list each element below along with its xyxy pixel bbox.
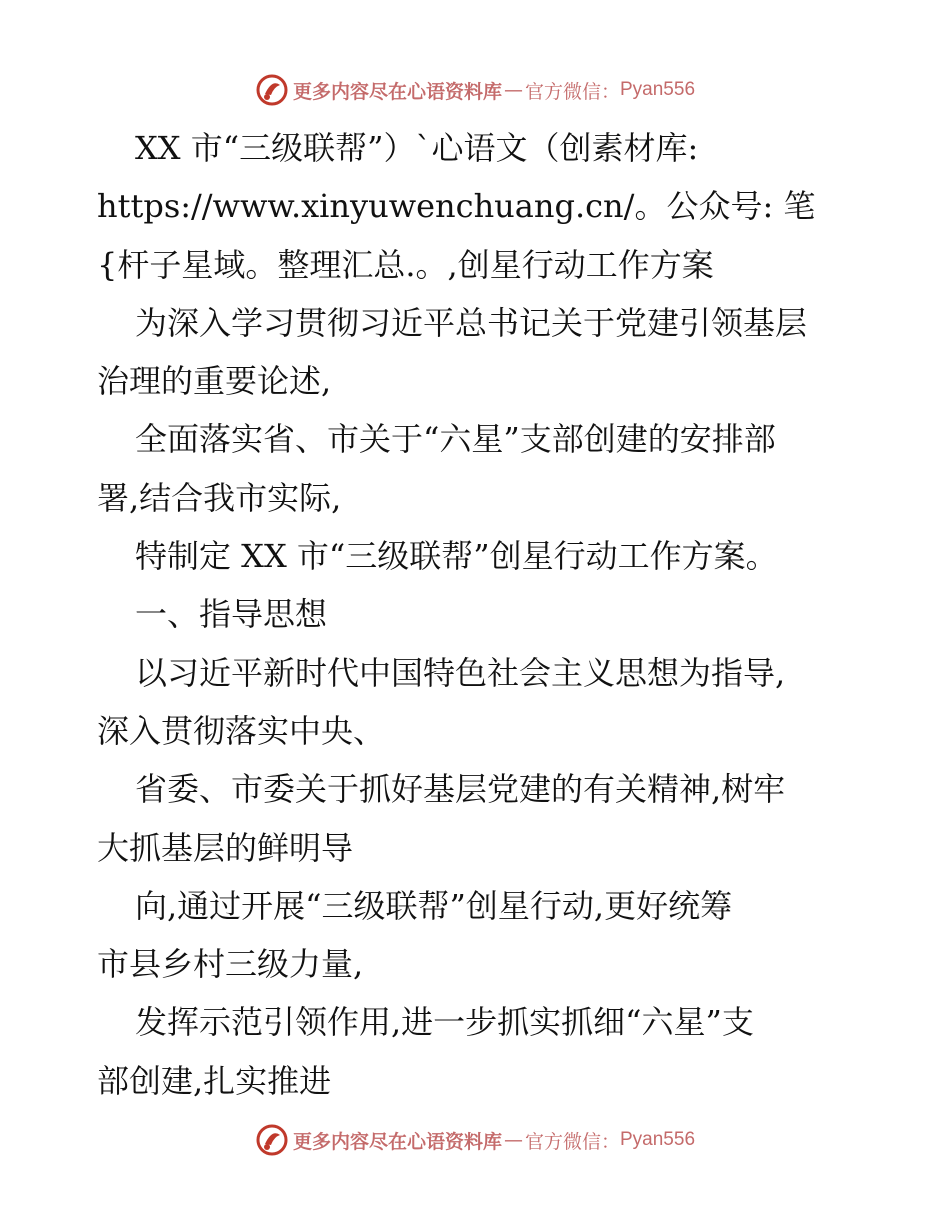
- document-line: 特制定 XX 市“三级联帮”创星行动工作方案。: [135, 537, 778, 576]
- document-body: [97, 119, 857, 1110]
- document-line: {杆子星域。整理汇总.。,创星行动工作方案: [97, 245, 714, 284]
- banner-slogan: 更多内容尽在心语资料库: [292, 1130, 502, 1153]
- seal-logo-icon: [255, 1123, 289, 1157]
- document-line: 发挥示范引领作用,进一步抓实抓细“六星”支: [135, 1003, 754, 1042]
- document-line: 以习近平新时代中国特色社会主义思想为指导,: [135, 653, 786, 692]
- footer-banner: [0, 1120, 950, 1160]
- seal-logo-icon: [255, 73, 289, 107]
- document-line: 省委、市委关于抓好基层党建的有关精神,树牢: [135, 770, 786, 809]
- banner-contact-label: 官方微信：: [524, 80, 620, 103]
- banner-slogan: 更多内容尽在心语资料库: [292, 80, 502, 103]
- banner-contact-id: Pyan556: [620, 1129, 696, 1150]
- document-line: https://www.xinyuwenchuang.cn/。公众号: 笔: [97, 187, 816, 226]
- document-line: 全面落实省、市关于“六星”支部创建的安排部: [135, 420, 776, 459]
- document-line: 部创建,扎实推进: [97, 1061, 332, 1100]
- document-line: 深入贯彻落实中央、: [97, 711, 386, 750]
- document-line: 署,结合我市实际,: [97, 478, 342, 517]
- header-banner: [0, 70, 950, 110]
- document-line: 市县乡村三级力量,: [97, 945, 364, 984]
- banner-dash: —: [503, 1129, 523, 1151]
- document-line: 治理的重要论述,: [97, 362, 332, 401]
- document-line: 大抓基层的鲜明导: [97, 828, 354, 867]
- document-line: XX 市“三级联帮”）`心语文（创素材库:: [135, 129, 699, 167]
- banner-contact-label: 官方微信：: [524, 1130, 620, 1153]
- document-line: 一、指导思想: [135, 595, 328, 634]
- document-line: 为深入学习贯彻习近平总书记关于党建引领基层: [135, 303, 808, 342]
- banner-contact-id: Pyan556: [620, 79, 696, 100]
- banner-dash: —: [503, 79, 523, 101]
- document-line: 向,通过开展“三级联帮”创星行动,更好统筹: [135, 886, 733, 925]
